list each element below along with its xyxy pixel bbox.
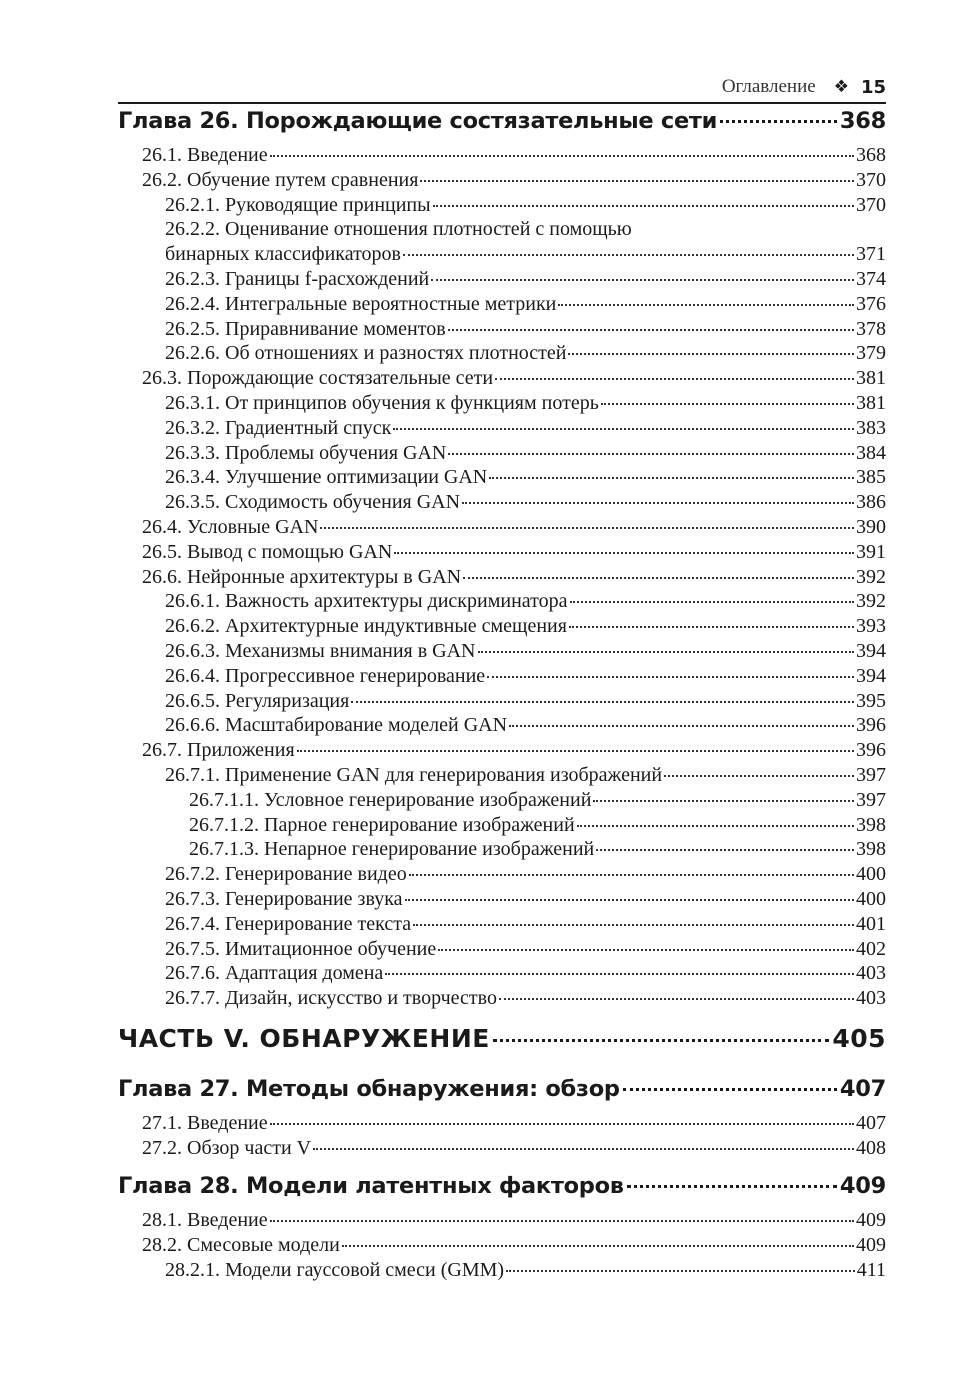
leader-dots (413, 924, 854, 926)
entry-title: 26.6. Нейронные архитектуры в GAN (142, 565, 462, 588)
toc-entry[interactable] (118, 863, 886, 888)
leader-dots (270, 155, 854, 157)
entry-page: 383 (856, 416, 886, 439)
entry-title: бинарных классификаторов (165, 243, 401, 266)
entry-page: 394 (856, 664, 886, 687)
leader-dots (320, 527, 854, 529)
leader-dots (627, 1185, 837, 1188)
entry-page: 400 (856, 887, 886, 910)
entry-title: 27.2. Обзор части V (142, 1136, 312, 1159)
entry-title: 26.6.2. Архитектурные индуктивные смещения (165, 615, 567, 638)
page-number: 15 (860, 76, 886, 98)
toc-entry-line[interactable] (118, 218, 886, 243)
entry-page: 390 (856, 515, 886, 538)
chapter-26-entries (118, 144, 886, 1012)
leader-dots (313, 1148, 854, 1150)
entry-page: 394 (856, 639, 886, 662)
entry-page: 411 (856, 1259, 886, 1282)
entry-title: 26.7.2. Генерирование видео (165, 863, 407, 886)
toc-entry[interactable] (118, 764, 886, 789)
chapter-27-entries (118, 1112, 886, 1162)
entry-title: 26.6.4. Прогрессивное генерирование (165, 664, 486, 687)
leader-dots (570, 601, 855, 603)
leader-dots (489, 477, 854, 479)
leader-dots (593, 800, 854, 802)
entry-title: 26.2.3. Границы f-расхождений (165, 267, 430, 290)
entry-title: 26.3.2. Градиентный спуск (165, 416, 392, 439)
entry-title: 26.4. Условные GAN (142, 515, 319, 538)
toc-entry[interactable] (118, 466, 886, 491)
chapter-title: Глава 28. Модели латентных факторов (118, 1173, 624, 1200)
leader-dots (409, 874, 854, 876)
leader-dots (420, 180, 854, 182)
entry-page: 386 (856, 491, 886, 514)
toc-entry[interactable] (118, 243, 886, 268)
toc-entry[interactable] (118, 367, 886, 392)
leader-dots (431, 279, 854, 281)
running-title: Оглавление (721, 76, 816, 97)
entry-page: 374 (856, 267, 886, 290)
entry-title: 26.3.1. От принципов обучения к функциям потерь (165, 391, 599, 414)
leader-dots (448, 329, 854, 331)
leader-dots (623, 1088, 837, 1091)
entry-page: 396 (856, 739, 886, 762)
entry-title: 26.3. Порождающие состязательные сети (142, 367, 494, 390)
toc-entry[interactable] (118, 491, 886, 516)
toc-entry[interactable] (118, 1209, 886, 1234)
entry-title: 26.6.5. Регуляризация (165, 689, 350, 712)
entry-page: 408 (856, 1136, 886, 1159)
chapter-27-heading[interactable] (118, 1076, 886, 1112)
table-of-contents (118, 108, 886, 1284)
chapter-28-entries (118, 1209, 886, 1283)
entry-page: 403 (856, 987, 886, 1010)
leader-dots (342, 1245, 854, 1247)
toc-entry[interactable] (118, 516, 886, 541)
toc-entry[interactable] (118, 566, 886, 591)
toc-entry[interactable] (118, 888, 886, 913)
ornament-icon: ❖ (833, 77, 849, 96)
entry-title: 26.5. Вывод с помощью GAN (142, 540, 393, 563)
toc-entry[interactable] (118, 739, 886, 764)
entry-title: 28.2.1. Модели гауссовой смеси (GMM) (165, 1259, 505, 1282)
chapter-title: Глава 27. Методы обнаружения: обзор (118, 1075, 620, 1102)
part-title: ЧАСТЬ V. ОБНАРУЖЕНИЕ (118, 1023, 490, 1053)
leader-dots (448, 453, 854, 455)
entry-title: 28.1. Введение (142, 1209, 268, 1232)
entry-title: 26.2.2. Оценивание отношения плотностей с помощью (165, 218, 632, 241)
entry-title: 26.6.6. Масштабирование моделей GAN (165, 714, 508, 737)
entry-title: 26.2.6. Об отношениях и разностях плотностей (165, 342, 567, 365)
entry-page: 395 (856, 689, 886, 712)
entry-title: 26.3.3. Проблемы обучения GAN (165, 441, 447, 464)
leader-dots (385, 973, 854, 975)
entry-title: 26.2.5. Приравнивание моментов (165, 317, 446, 340)
toc-entry[interactable] (118, 913, 886, 938)
leader-dots (568, 353, 854, 355)
entry-page: 379 (856, 342, 886, 365)
entry-title: 26.7.6. Адаптация домена (165, 962, 384, 985)
leader-dots (438, 949, 854, 951)
toc-entry[interactable] (118, 169, 886, 194)
leader-dots (270, 1123, 854, 1125)
chapter-title: Глава 26. Порождающие состязательные сети (118, 108, 718, 134)
toc-entry[interactable] (118, 640, 886, 665)
leader-dots (297, 750, 854, 752)
leader-dots (463, 577, 854, 579)
entry-page: 393 (856, 615, 886, 638)
leader-dots (393, 428, 854, 430)
leader-dots (506, 1270, 855, 1272)
leader-dots (664, 775, 854, 777)
entry-title: 26.7.3. Генерирование звука (165, 887, 403, 910)
entry-title: 27.1. Введение (142, 1111, 268, 1134)
chapter-page: 368 (839, 108, 886, 134)
entry-page: 407 (856, 1111, 886, 1134)
entry-title: 26.2. Обучение путем сравнения (142, 168, 419, 191)
page-header (118, 72, 886, 104)
entry-page: 371 (856, 243, 886, 266)
chapter-page: 407 (839, 1075, 886, 1102)
entry-page: 378 (856, 317, 886, 340)
leader-dots (394, 552, 854, 554)
entry-title: 26.1. Введение (142, 144, 268, 166)
toc-entry[interactable] (118, 318, 886, 343)
toc-entry[interactable] (118, 615, 886, 640)
toc-entry[interactable] (118, 987, 886, 1012)
entry-page: 392 (856, 565, 886, 588)
entry-page: 402 (856, 937, 886, 960)
entry-page: 409 (856, 1209, 886, 1232)
entry-title: 26.7.4. Генерирование текста (165, 912, 412, 935)
entry-page: 409 (856, 1234, 886, 1257)
entry-title: 26.3.4. Улучшение оптимизации GAN (165, 466, 488, 489)
toc-entry[interactable] (118, 814, 886, 839)
entry-title: 26.7.1. Применение GAN для генерирования изображений (165, 763, 663, 786)
entry-page: 381 (856, 391, 886, 414)
entry-page: 403 (856, 962, 886, 985)
toc-entry[interactable] (118, 392, 886, 417)
entry-page: 384 (856, 441, 886, 464)
toc-entry[interactable] (118, 1234, 886, 1259)
entry-page: 400 (856, 863, 886, 886)
toc-entry[interactable] (118, 838, 886, 863)
chapter-page: 409 (839, 1173, 886, 1200)
toc-entry[interactable] (118, 268, 886, 293)
entry-title: 26.7. Приложения (142, 739, 295, 762)
toc-entry[interactable] (118, 938, 886, 963)
toc-entry[interactable] (118, 194, 886, 219)
leader-dots (495, 378, 854, 380)
entry-page: 398 (856, 813, 886, 836)
entry-page: 401 (856, 912, 886, 935)
leader-dots (509, 725, 854, 727)
toc-entry[interactable] (118, 590, 886, 615)
leader-dots (601, 403, 854, 405)
entry-title: 26.6.1. Важность архитектуры дискриминатора (165, 590, 568, 613)
entry-page: 381 (856, 367, 886, 390)
entry-page: 370 (856, 168, 886, 191)
entry-page: 368 (856, 144, 886, 166)
toc-entry[interactable] (118, 541, 886, 566)
leader-dots (478, 651, 855, 653)
leader-dots (720, 120, 837, 123)
leader-dots (433, 205, 854, 207)
entry-title: 28.2. Смесовые модели (142, 1234, 340, 1257)
entry-title: 26.2.4. Интегральные вероятностные метрики (165, 292, 557, 315)
toc-entry[interactable] (118, 714, 886, 739)
leader-dots (487, 676, 854, 678)
toc-entry[interactable] (118, 789, 886, 814)
entry-title: 26.6.3. Механизмы внимания в GAN (165, 639, 476, 662)
entry-page: 397 (856, 763, 886, 786)
toc-entry[interactable] (118, 665, 886, 690)
chapter-26-heading[interactable] (118, 108, 886, 144)
entry-title: 26.2.1. Руководящие принципы (165, 193, 431, 216)
entry-title: 26.3.5. Сходимость обучения GAN (165, 491, 461, 514)
leader-dots (596, 849, 854, 851)
toc-entry[interactable] (118, 1112, 886, 1137)
entry-title: 26.7.1.3. Непарное генерирование изображений (189, 838, 595, 861)
chapter-28-heading[interactable] (118, 1173, 886, 1209)
leader-dots (403, 254, 854, 256)
leader-dots (351, 701, 854, 703)
toc-entry[interactable] (118, 417, 886, 442)
leader-dots (569, 626, 854, 628)
toc-entry[interactable] (118, 442, 886, 467)
leader-dots (493, 1039, 829, 1042)
leader-dots (499, 998, 854, 1000)
entry-title: 26.7.1.1. Условное генерирование изображений (189, 788, 592, 811)
part-page: 405 (832, 1023, 886, 1053)
entry-page: 385 (856, 466, 886, 489)
toc-entry[interactable] (118, 1137, 886, 1162)
toc-entry[interactable] (118, 1259, 886, 1284)
toc-entry[interactable] (118, 962, 886, 987)
entry-title: 26.7.7. Дизайн, искусство и творчество (165, 987, 497, 1010)
leader-dots (462, 502, 854, 504)
toc-entry[interactable] (118, 690, 886, 715)
leader-dots (558, 304, 854, 306)
entry-page: 398 (856, 838, 886, 861)
part-5-heading[interactable] (118, 1024, 886, 1064)
leader-dots (577, 825, 854, 827)
toc-entry[interactable] (118, 293, 886, 318)
entry-title: 26.7.5. Имитационное обучение (165, 937, 437, 960)
leader-dots (270, 1220, 854, 1222)
entry-title: 26.7.1.2. Парное генерирование изображений (189, 813, 575, 836)
entry-page: 392 (856, 590, 886, 613)
entry-page: 397 (856, 788, 886, 811)
entry-page: 370 (856, 193, 886, 216)
entry-page: 391 (856, 540, 886, 563)
leader-dots (405, 899, 855, 901)
toc-entry[interactable] (118, 144, 886, 169)
entry-page: 396 (856, 714, 886, 737)
entry-page: 376 (856, 292, 886, 315)
toc-entry[interactable] (118, 342, 886, 367)
